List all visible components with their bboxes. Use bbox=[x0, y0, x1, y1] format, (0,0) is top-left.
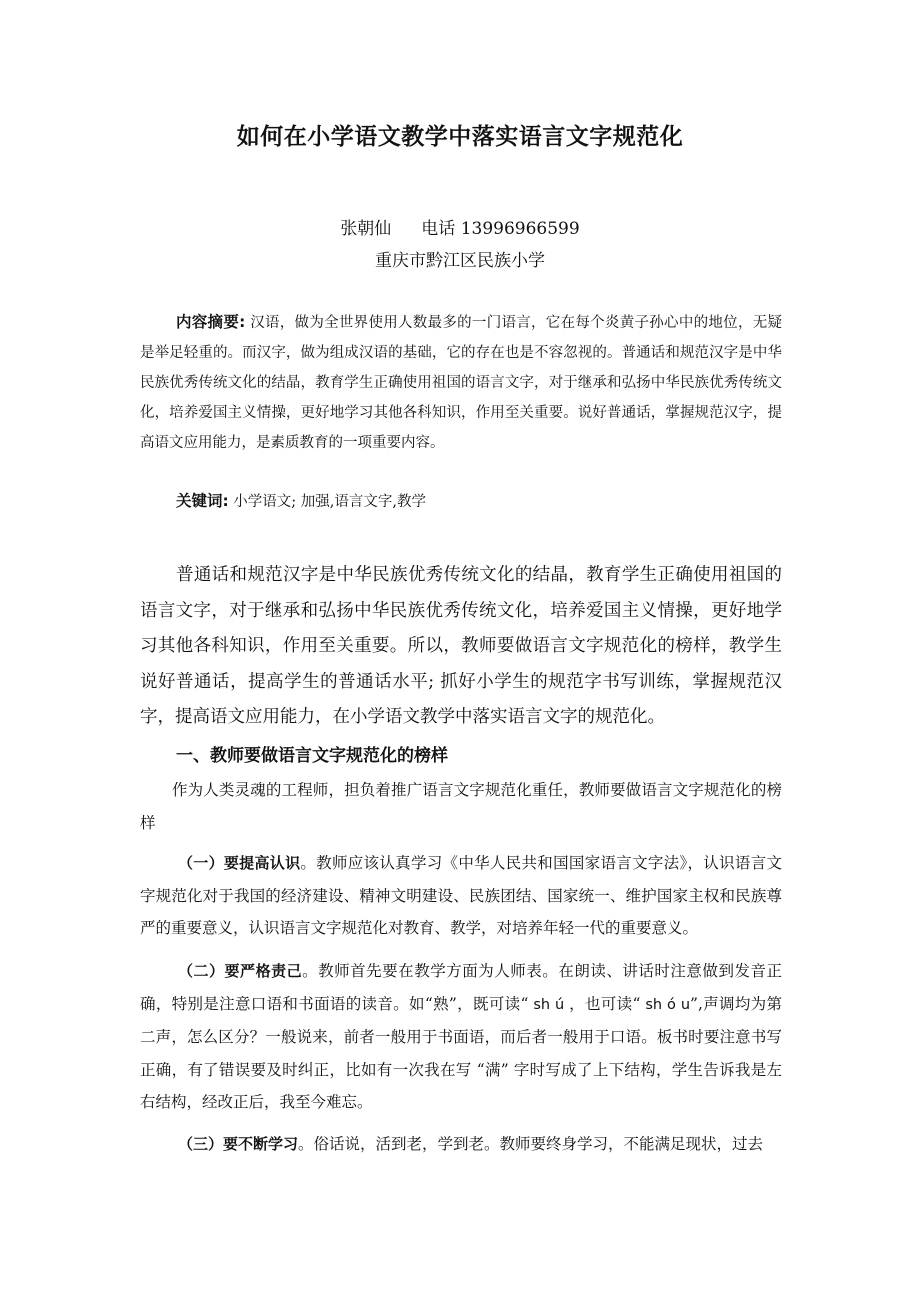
intro-paragraph: 普通话和规范汉字是中华民族优秀传统文化的结晶，教育学生正确使用祖国的语言文字，对于继承和弘扬中华民族优秀传统文化，培养爱国主义情操，更好地学习其他各科知识，作用至关重要。所以，教师要做语言文字规范化的榜样，教学生说好普通话，提高学生的普通话水平; 抓好小学生的规范字书写训练，掌握规范汉字，提高语文应用能力，在小学语文教学中落实语言文字的规范化。 bbox=[140, 565, 782, 727]
section-heading: 一、教师要做语言文字规范化的榜样 bbox=[176, 746, 448, 766]
item-text: 。教师首先要在教学方面为人师表。在朗读、讲话时注意做到发音正确，特别是注意口语和书面语的读音。如“熟”，既可读“ bbox=[140, 962, 782, 1013]
abstract-paragraph bbox=[140, 307, 782, 458]
item-raise-awareness bbox=[140, 847, 782, 945]
item-label: （二）要严格责己 bbox=[178, 962, 303, 980]
item-text: 。教师应该认真学习《中华人民共和国国家语言文字法》，认识语言文字规范化对于我国的经济建设、精神文明建设、民族团结、国家统一、维护国家主权和民族尊严的重要意义，认识语言文字规范化对教育、教学，对培养年轻一代的重要意义。 bbox=[140, 854, 782, 937]
item-text: 。俗话说，活到老，学到老。教师要终身学习，不能满足现状，过去 bbox=[298, 1135, 764, 1153]
abstract-text: 汉语，做为全世界使用人数最多的一门语言，它在每个炎黄子孙心中的地位，无疑是举足轻重的。而汉字，做为组成汉语的基础，它的存在也是不容忽视的。普通话和规范汉字是中华民族优秀传统文化的结晶，教育学生正确使用祖国的语言文字，对于继承和弘扬中华民族优秀传统文化，培养爱国主义情操，更好地学习其他各科知识，作用至关重要。说好普通话，掌握规范汉字，提高语文应用能力，是素质教育的一项重要内容。 bbox=[140, 315, 783, 451]
section-lead-paragraph: 作为人类灵魂的工程师，担负着推广语言文字规范化重任，教师要做语言文字规范化的榜样 bbox=[140, 781, 782, 832]
author-phone: 电话 13996966599 bbox=[421, 219, 580, 239]
author-line bbox=[0, 214, 920, 239]
keywords-label: 关键词: bbox=[176, 492, 229, 510]
item-label: （三）要不断学习 bbox=[178, 1135, 299, 1153]
item-text: ，也可读“ bbox=[569, 994, 641, 1013]
document-title: 如何在小学语文教学中落实语言文字规范化 bbox=[236, 124, 684, 150]
item-label: （一）要提高认识 bbox=[178, 854, 301, 872]
item-strict-self bbox=[140, 955, 782, 1119]
keywords-paragraph bbox=[140, 488, 782, 515]
author-school: 重庆市黔江区民族小学 bbox=[375, 251, 545, 271]
item-text: ”,声调均为第二声，怎么区分？一般说来，前者一般用于书面语，而后者一般用于口语。板书时要注意书写正确，有了错误要及时纠正，比如有一次我在写 “满” 字时写成了上下结构，学生告诉我是左右结构，经改正后，我至今难忘。 bbox=[140, 994, 782, 1111]
pinyin-shou: sh ó u bbox=[640, 996, 691, 1013]
abstract-label: 内容摘要: bbox=[176, 313, 246, 331]
item-keep-learning bbox=[140, 1128, 782, 1161]
keywords-text: 小学语文; 加强,语言文字,教学 bbox=[228, 494, 427, 510]
author-name: 张朝仙 bbox=[340, 219, 392, 239]
pinyin-shu: sh ú bbox=[528, 996, 570, 1013]
